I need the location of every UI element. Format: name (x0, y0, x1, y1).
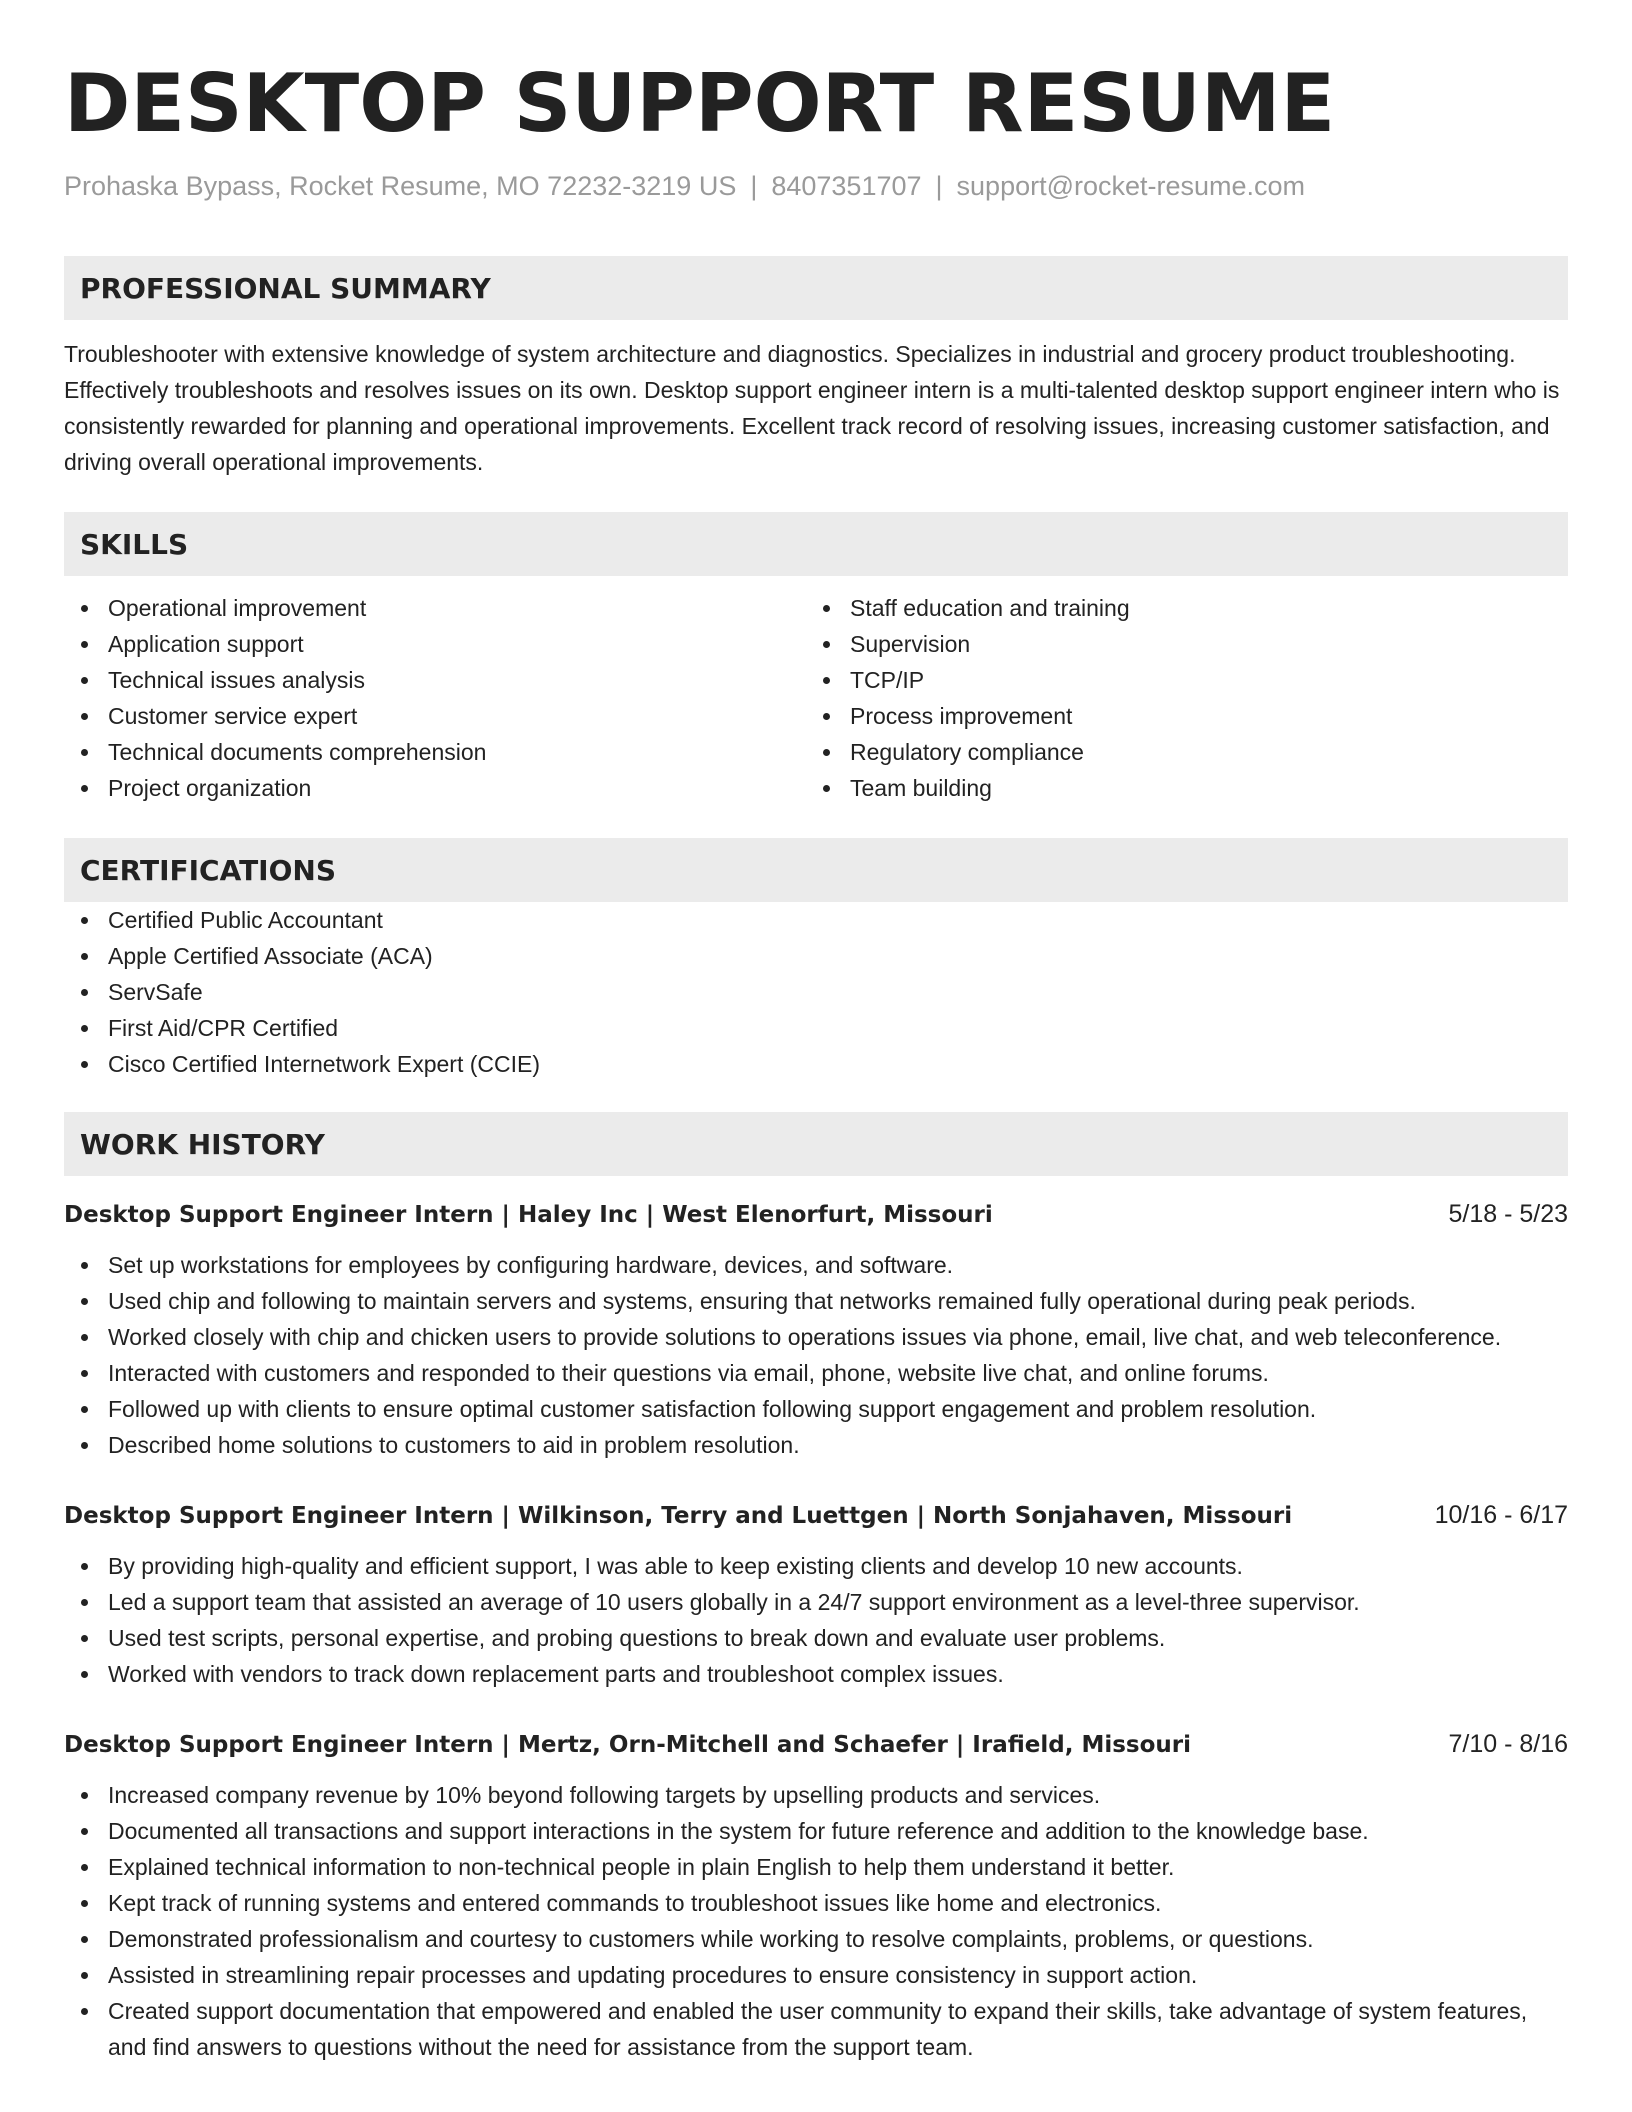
contact-address: Prohaska Bypass, Rocket Resume, MO 72232-3219 US (64, 171, 737, 201)
certification-item: Certified Public Accountant (64, 902, 1568, 938)
skill-item: Operational improvement (64, 590, 806, 626)
job-header (64, 1196, 1568, 1233)
job-header (64, 1726, 1568, 1763)
contact-line (64, 168, 1568, 204)
job-entry (64, 1726, 1568, 2065)
job-bullet: Described home solutions to customers to aid in problem resolution. (64, 1427, 1568, 1463)
job-bullet: Explained technical information to non-technical people in plain English to help them understand it better. (64, 1849, 1568, 1885)
skill-item: Technical issues analysis (64, 662, 806, 698)
skill-item: Supervision (806, 626, 1548, 662)
contact-separator: | (750, 171, 758, 201)
job-bullet: Set up workstations for employees by configuring hardware, devices, and software. (64, 1247, 1568, 1283)
contact-separator: | (935, 171, 943, 201)
job-bullet: Demonstrated professionalism and courtesy to customers while working to resolve complaints, problems, or questions. (64, 1921, 1568, 1957)
section-heading-certifications: CERTIFICATIONS (64, 838, 1568, 902)
job-bullet: Used chip and following to maintain servers and systems, ensuring that networks remained fully operational during peak periods. (64, 1283, 1568, 1319)
certification-item: ServSafe (64, 974, 1568, 1010)
job-bullet: Assisted in streamlining repair processes and updating procedures to ensure consistency in support action. (64, 1957, 1568, 1993)
job-title: Desktop Support Engineer Intern | Wilkinson, Terry and Luettgen | North Sonjahaven, Missouri (64, 1503, 1293, 1529)
certification-item: Apple Certified Associate (ACA) (64, 938, 1568, 974)
job-entry (64, 1497, 1568, 1692)
skill-item: Application support (64, 626, 806, 662)
certification-item: Cisco Certified Internetwork Expert (CCIE) (64, 1046, 1568, 1082)
job-bullet: Worked with vendors to track down replacement parts and troubleshoot complex issues. (64, 1656, 1568, 1692)
job-bullet: By providing high-quality and efficient support, I was able to keep existing clients and develop 10 new accounts. (64, 1548, 1568, 1584)
job-entry (64, 1196, 1568, 1463)
job-dates: 5/18 - 5/23 (1448, 1200, 1568, 1228)
summary-text: Troubleshooter with extensive knowledge of system architecture and diagnostics. Specializes in industrial and grocery product troubleshooting. Effectively troubleshoots and resolves issues on its own. Desktop support engineer intern is a multi-talented desktop support engineer intern who is consistently rewarded for planning and operational improvements. Excellent track record of resolving issues, increasing customer satisfaction, and driving overall operational improvements. (64, 341, 1560, 475)
contact-email: support@rocket-resume.com (956, 171, 1306, 201)
skill-item: Technical documents comprehension (64, 734, 806, 770)
job-bullet: Documented all transactions and support interactions in the system for future reference and addition to the knowledge base. (64, 1813, 1568, 1849)
certifications-list (64, 902, 1568, 1082)
skill-item: Staff education and training (806, 590, 1548, 626)
skill-item: TCP/IP (806, 662, 1548, 698)
skill-item: Customer service expert (64, 698, 806, 734)
job-bullet: Followed up with clients to ensure optimal customer satisfaction following support engagement and problem resolution. (64, 1391, 1568, 1427)
job-bullet: Increased company revenue by 10% beyond following targets by upselling products and services. (64, 1777, 1568, 1813)
skill-item: Project organization (64, 770, 806, 806)
job-header (64, 1497, 1568, 1534)
skill-item: Team building (806, 770, 1548, 806)
job-bullet: Kept track of running systems and entered commands to troubleshoot issues like home and electronics. (64, 1885, 1568, 1921)
section-heading-summary: PROFESSIONAL SUMMARY (64, 256, 1568, 320)
job-dates: 7/10 - 8/16 (1448, 1730, 1568, 1758)
section-heading-skills: SKILLS (64, 512, 1568, 576)
job-title: Desktop Support Engineer Intern | Haley Inc | West Elenorfurt, Missouri (64, 1202, 993, 1228)
job-bullet: Created support documentation that empowered and enabled the user community to expand their skills, take advantage of system features, and find answers to questions without the need for assistance from the support team. (64, 1993, 1568, 2065)
skill-item: Regulatory compliance (806, 734, 1548, 770)
job-bullet: Led a support team that assisted an average of 10 users globally in a 24/7 support environment as a level-three supervisor. (64, 1584, 1568, 1620)
contact-phone: 8407351707 (771, 171, 922, 201)
skills-column-right (806, 590, 1548, 806)
section-heading-work-history: WORK HISTORY (64, 1112, 1568, 1176)
job-bullet: Interacted with customers and responded to their questions via email, phone, website live chat, and online forums. (64, 1355, 1568, 1391)
job-bullet: Used test scripts, personal expertise, and probing questions to break down and evaluate user problems. (64, 1620, 1568, 1656)
job-bullets (64, 1548, 1568, 1692)
job-title: Desktop Support Engineer Intern | Mertz, Orn-Mitchell and Schaefer | Irafield, Missouri (64, 1732, 1192, 1758)
resume-title: DESKTOP SUPPORT RESUME (64, 57, 1336, 150)
job-bullets (64, 1777, 1568, 2065)
job-dates: 10/16 - 6/17 (1434, 1501, 1568, 1529)
job-bullets (64, 1247, 1568, 1463)
certification-item: First Aid/CPR Certified (64, 1010, 1568, 1046)
job-bullet: Worked closely with chip and chicken users to provide solutions to operations issues via phone, email, live chat, and web teleconference. (64, 1319, 1568, 1355)
skills-grid (64, 590, 1568, 806)
skills-column-left (64, 590, 806, 806)
skill-item: Process improvement (806, 698, 1548, 734)
